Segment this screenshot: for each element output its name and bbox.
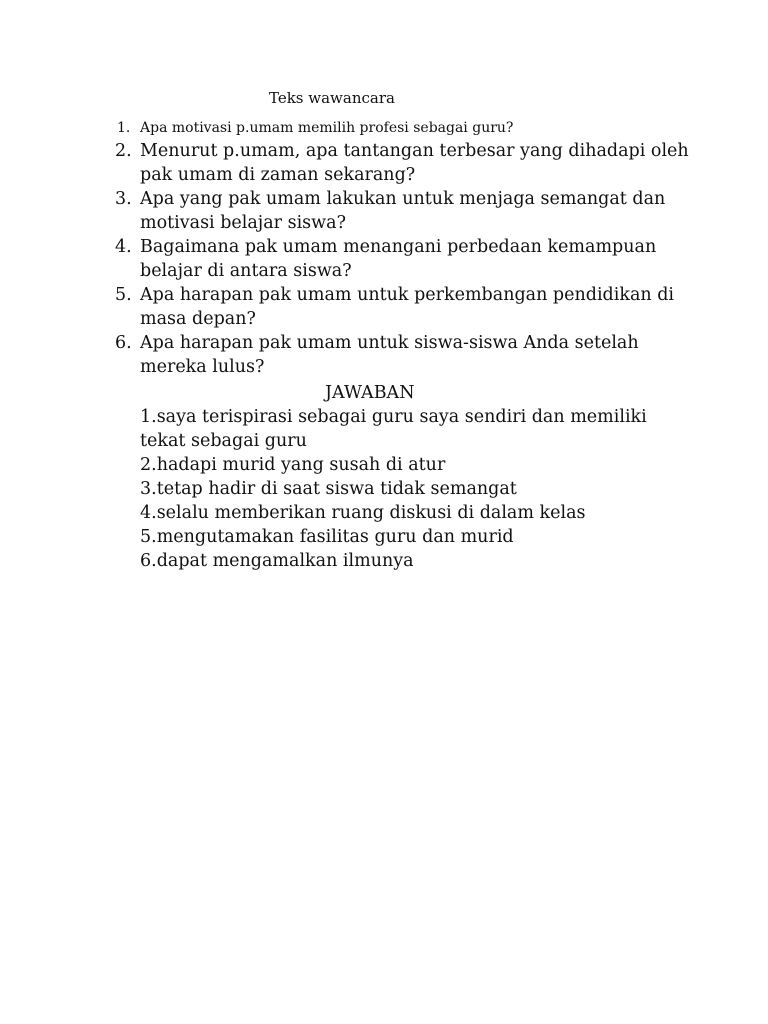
question-number: 3. bbox=[115, 189, 132, 209]
answer-item: 4.selalu memberikan ruang diskusi di dalam kelas bbox=[140, 503, 586, 523]
question-text: Menurut p.umam, apa tantangan terbesar yang dihadapi oleh pak umam di zaman sekarang? bbox=[140, 141, 689, 185]
answer-item: 6.dapat mengamalkan ilmunya bbox=[140, 551, 414, 571]
answer-item: 2.hadapi murid yang susah di atur bbox=[140, 455, 446, 475]
question-list bbox=[112, 118, 692, 379]
answers-heading: JAWABAN bbox=[325, 383, 415, 403]
question-text: Apa harapan pak umam untuk siswa-siswa Anda setelah mereka lulus? bbox=[140, 333, 639, 377]
question-number: 6. bbox=[115, 333, 132, 353]
question-text: Bagaimana pak umam menangani perbedaan kemampuan belajar di antara siswa? bbox=[140, 237, 657, 281]
answer-list bbox=[140, 405, 680, 573]
question-number: 1. bbox=[117, 120, 131, 136]
question-item bbox=[112, 139, 692, 187]
answer-item: 3.tetap hadir di saat siswa tidak semangat bbox=[140, 479, 517, 499]
document-title: Teks wawancara bbox=[269, 89, 395, 107]
question-number: 2. bbox=[115, 141, 132, 161]
answer-item: 5.mengutamakan fasilitas guru dan murid bbox=[140, 527, 514, 547]
question-number: 5. bbox=[115, 285, 132, 305]
question-text: Apa motivasi p.umam memilih profesi sebagai guru? bbox=[140, 120, 514, 136]
answer-item: 1.saya terispirasi sebagai guru saya sendiri dan memiliki tekat sebagai guru bbox=[140, 407, 647, 451]
question-item bbox=[112, 283, 692, 331]
question-text: Apa yang pak umam lakukan untuk menjaga semangat dan motivasi belajar siswa? bbox=[140, 189, 666, 233]
question-item bbox=[112, 235, 692, 283]
question-item bbox=[112, 187, 692, 235]
question-item bbox=[112, 331, 692, 379]
question-item bbox=[112, 118, 692, 138]
question-number: 4. bbox=[115, 237, 132, 257]
question-text: Apa harapan pak umam untuk perkembangan pendidikan di masa depan? bbox=[140, 285, 675, 329]
